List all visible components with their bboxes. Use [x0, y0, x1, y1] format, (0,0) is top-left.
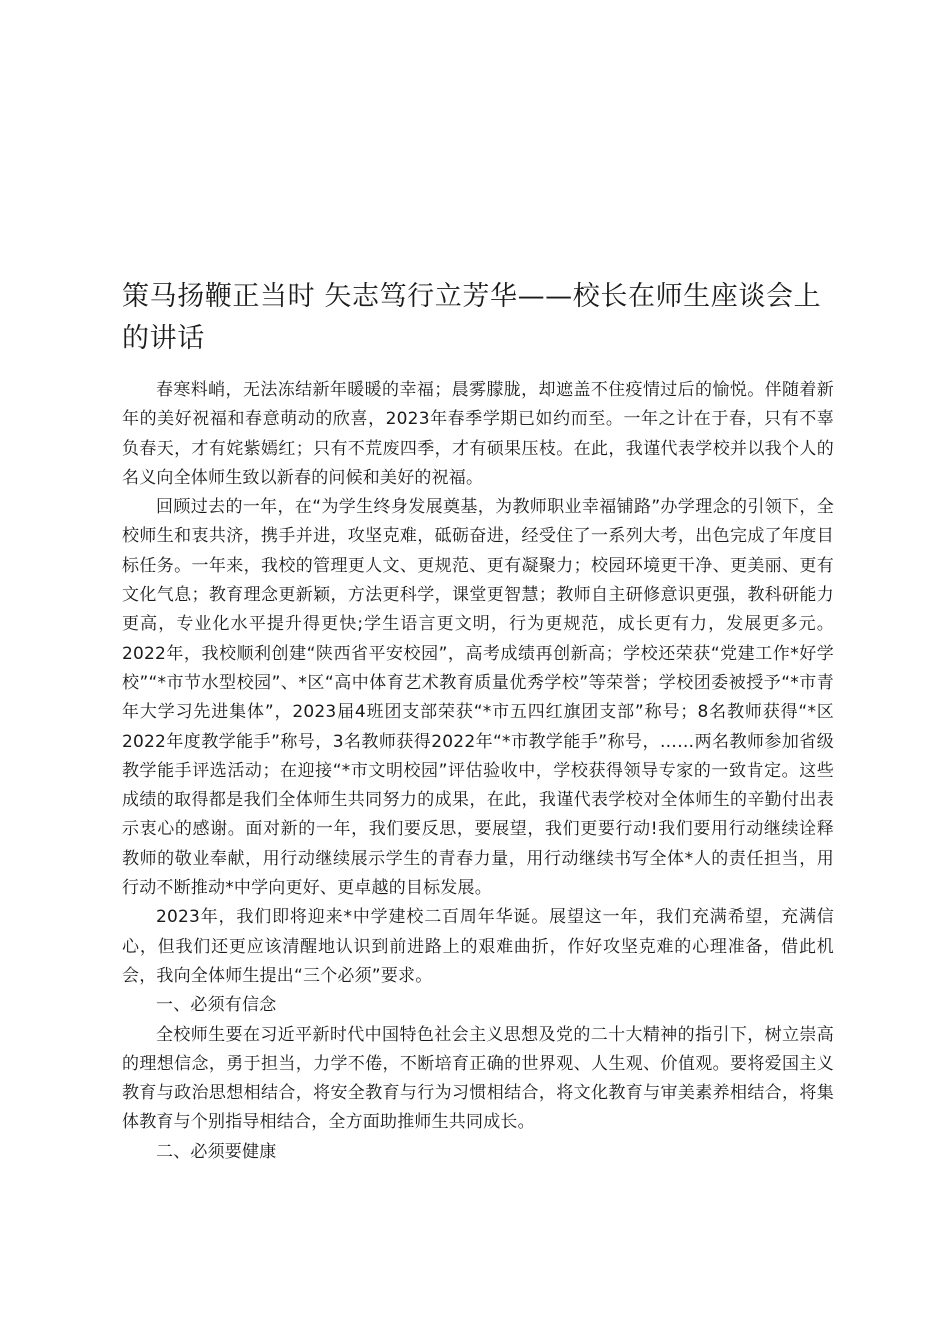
document-title: 策马扬鞭正当时 矢志笃行立芳华——校长在师生座谈会上的讲话 [122, 281, 822, 354]
paragraph-opening: 春寒料峭，无法冻结新年暖暖的幸福；晨雾朦胧，却遮盖不住疫情过后的愉悦。伴随着新年的美好祝福和春意萌动的欣喜，2023年春季学期已如约而至。一年之计在于春，只有不辜负春天，才有姹紫嫣红；只有不荒废四季，才有硕果压枝。在此，我谨代表学校并以我个人的名义向全体师生致以新春的问候和美好的祝福。 [122, 380, 834, 488]
section-heading-health: 二、必须要健康 [156, 1141, 277, 1162]
section-body-belief: 全校师生要在习近平新时代中国特色社会主义思想及党的二十大精神的指引下，树立崇高的理想信念，勇于担当，力学不倦，不断培育正确的世界观、人生观、价值观。要将爱国主义教育与政治思想相结合，将安全教育与行为习惯相结合，将文化教育与审美素养相结合，将集体教育与个别指导相结合，全方面助推师生共同成长。 [122, 1024, 834, 1133]
section-heading-belief: 一、必须有信念 [156, 995, 277, 1016]
paragraph-review: 回顾过去的一年，在“为学生终身发展奠基，为教师职业幸福铺路”办学理念的引领下，全校师生和衷共济，携手并进，攻坚克难，砥砺奋进，经受住了一系列大考，出色完成了年度目标任务。一年来，我校的管理更人文、更规范、更有凝聚力；校园环境更干净、更美丽、更有文化气息；教育理念更新颖，方法更科学，课堂更智慧；教师自主研修意识更强，教科研能力更高，专业化水平提升得更快;学生语言更文明，行为更规范，成长更有力，发展更多元。2022年，我校顺利创建“陕西省平安校园”，高考成绩再创新高；学校还荣获“党建工作*好学校”“*市节水型校园”、*区“高中体育艺术教育质量优秀学校”等荣誉；学校团委被授予“*市青年大学习先进集体”，2023届4班团支部荣获“*市五四红旗团支部”称号；8名教师获得“*区2022年度教学能手”称号，3名教师获得2022年“*市教学能手”称号，……两名教师参加省级教学能手评选活动；在迎接“*市文明校园”评估验收中，学校获得领导专家的一致肯定。这些成绩的取得都是我们全体师生共同努力的成果，在此，我谨代表学校对全体师生的辛勤付出表示衷心的感谢。面对新的一年，我们要反思，要展望，我们更要行动!我们要用行动继续诠释教师的敬业奉献，用行动继续展示学生的青春力量，用行动继续书写全体*人的责任担当，用行动不断推动*中学向更好、更卓越的目标发展。 [122, 497, 834, 899]
paragraph-outlook: 2023年，我们即将迎来*中学建校二百周年华诞。展望这一年，我们充满希望，充满信心，但我们还更应该清醒地认识到前进路上的艰难曲折，作好攻坚克难的心理准备，借此机会，我向全体师生提出“三个必须”要求。 [122, 907, 834, 986]
document-page [122, 276, 834, 1167]
